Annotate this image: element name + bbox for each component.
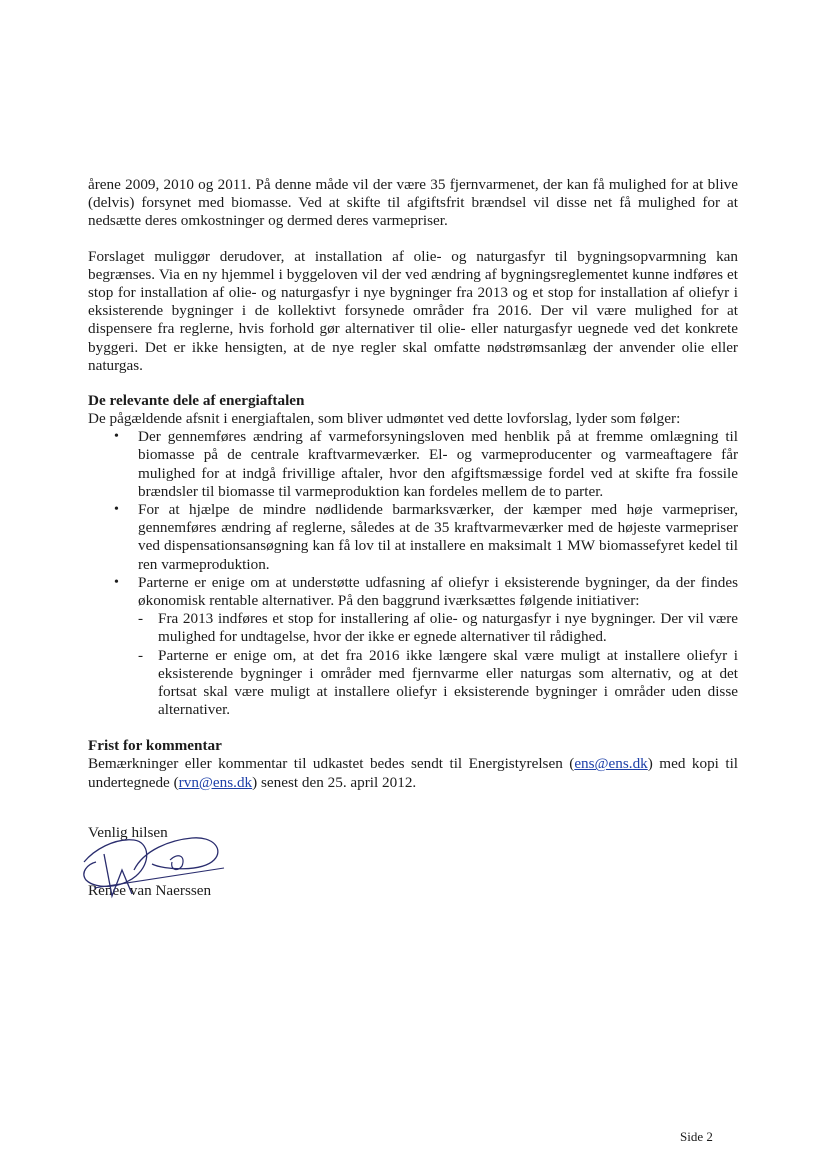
dash-text: Parterne er enige om, at det fra 2016 ikke længere skal være muligt at installere oliefyr i eksisterende bygninger i områder med fjernvarme eller naturgas som alternativ, og at det fortsat skal være muligt at installere oliefyr i eksisterende bygninger i områder uden disse alternativer. [158,646,738,719]
bullet-text: Parterne er enige om at understøtte udfasning af oliefyr i eksisterende bygninger, da der findes økonomisk rentable alternativer. På den baggrund iværksættes følgende initiativer: [138,573,738,610]
bullet-list [88,428,738,719]
section-heading-energiaftalen: De relevante dele af energiaftalen [88,392,305,410]
list-item [138,647,738,720]
second-paragraph: Forslaget muliggør derudover, at installation af olie- og naturgasfyr til bygningsopvarmning kan begrænses. Via en ny hjemmel i byggeloven vil der ved ændring af bygningsreglementet kunne indføres et stop for installation af olie- og naturgasfyr i nye bygninger fra 2013 og et stop for installation af oliefyr i eksisterende bygninger i de kollektivt forsynede områder fra 2016. Der vil være mulighed for at dispensere fra reglerne, hvis forhold gør alternativer til olie- eller naturgasfyr uegnede ved det konkrete byggeri. Det er ikke hensigten, at de nye regler skal omfatte nødstrømsanlæg der anvender olie eller naturgas. [88,247,738,374]
document-page [88,176,738,900]
deadline-text-2: ) med kopi til undertegnede ( [88,755,739,791]
email-link-rvn[interactable]: rvn@ens.dk [178,773,253,791]
list-item [88,428,738,501]
dash-text: Fra 2013 indføres et stop for installering af olie- og naturgasfyr i nye bygninger. Der vil være mulighed for undtagelse, hvor der ikke er egnede alternativer til rådighed. [158,610,738,646]
bullet-text: For at hjælpe de mindre nødlidende barmarksværker, der kæmper med høje varmepriser, gennemføres ændring af reglerne, således at de 35 kraftvarmeværker med de højeste varmepriser ved dispensationsansøgning kan få lov til at installere en maksimalt 1 MW biomassefyret kedel til ren varmeproduktion. [138,501,738,573]
intro-paragraph: årene 2009, 2010 og 2011. På denne måde vil der være 35 fjernvarmenet, der kan få mulighed for at blive (delvis) forsynet med biomasse. Ved at skifte til afgiftsfrit brændsel vil disse net få mulighed for at nedsætte deres omkostninger og dermed deres varmepriser. [88,176,738,230]
list-item [88,501,738,574]
dash-icon: - [138,610,144,628]
deadline-paragraph [88,755,738,791]
dash-list [138,610,738,719]
bullet-icon: • [114,429,119,445]
closing-greeting: Venlig hilsen [88,823,168,841]
list-item [138,610,738,646]
section-lead: De pågældende afsnit i energiaftalen, som bliver udmøntet ved dette lovforslag, lyder som følger: [88,410,681,428]
handwritten-signature [74,810,234,910]
signer-name: Renée van Naerssen [88,881,212,899]
deadline-text-1: Bemærkninger eller kommentar til udkastet bedes sendt til Energistyrelsen ( [88,755,575,773]
bullet-icon: • [114,502,119,518]
section-heading-frist: Frist for kommentar [88,737,222,755]
list-item [88,574,738,720]
closing-block [88,824,738,900]
deadline-text-3: ) senest den 25. april 2012. [252,773,417,791]
email-link-ens[interactable]: ens@ens.dk [574,755,648,773]
bullet-text: Der gennemføres ændring af varmeforsyningsloven med henblik på at fremme omlægning til biomasse på de centrale kraftvarmeværker. El- og varmeproducenter og varmeaftagere får mulighed for at indgå frivillige aftaler, hvor den afgiftsmæssige fordel ved at skifte fra fossile brændsler til biomasse til varmeproduktion kan fordeles mellem de to parter. [138,428,738,500]
page-number: Side 2 [680,1129,713,1144]
bullet-icon: • [114,574,119,590]
dash-icon: - [138,646,144,664]
